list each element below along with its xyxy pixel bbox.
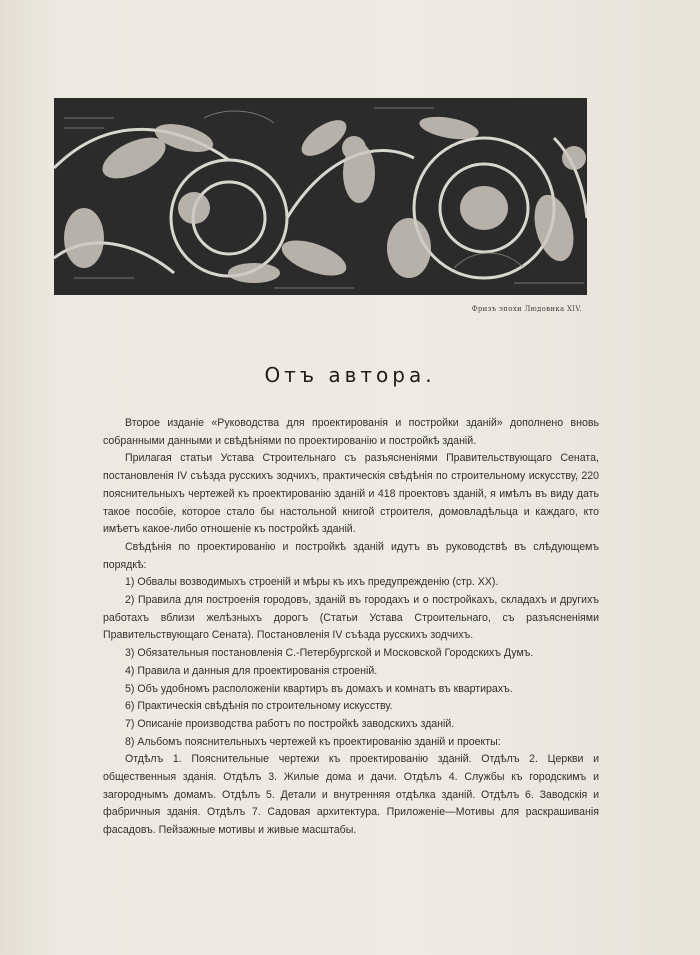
paragraph-order: Свѣдѣнія по проектированію и постройкѣ зданій идутъ въ руководствѣ въ слѣдующемъ порядкѣ:	[103, 540, 599, 571]
list-item: 6) Практическія свѣдѣнія по строительному искусству.	[125, 700, 393, 713]
list-item: 2) Правила для построенія городовъ, зданій въ городахъ и о постройкахъ, складахъ и другихъ работахъ вблизи желѣзныхъ дорогъ (Статьи Устава Строительнаго, съ разъясненіями Правительствующаго Сената). Постановленія IV съѣзда русскихъ зодчихъ.	[103, 594, 599, 642]
frieze-caption: Фризъ эпохи Людовика XIV.	[471, 305, 582, 313]
preface-text	[103, 415, 599, 840]
list-item: 7) Описаніе производства работъ по постройкѣ заводскихъ зданій.	[125, 717, 455, 730]
list-item: 8) Альбомъ пояснительныхъ чертежей къ проектированію зданій и проекты:	[125, 735, 501, 748]
list-item: 4) Правила и данныя для проектированія строеній.	[125, 664, 378, 677]
list-item: 5) Объ удобномъ расположеніи квартиръ въ домахъ и комнатъ въ квартирахъ.	[125, 682, 513, 695]
paragraph-intro: Второе изданіе «Руководства для проектированія и постройки зданій» дополнено вновь собранными данными и свѣдѣніями по проектированію и постройкѣ зданій.	[103, 417, 599, 447]
ornamental-frieze-image	[54, 98, 587, 295]
page-title: Отъ автора.	[264, 363, 436, 388]
frieze-illustration	[54, 98, 587, 295]
paragraph-purpose: Прилагая статьи Устава Строительнаго съ разъясненіями Правительствующаго Сената, постановленія IV съѣзда русскихъ зодчихъ, практическія свѣдѣнія по строительному искусству, 220 пояснительныхъ чертежей къ проектированію зданій и 418 проектовъ зданій, я имѣлъ въ виду дать такое пособіе, которое стало бы настольной книгой строителя, домовладѣльца и каждаго, кто имѣетъ какое-либо отношеніе къ постройкѣ зданій.	[103, 452, 599, 536]
paragraph-sections: Отдѣлъ 1. Пояснительные чертежи къ проектированію зданій. Отдѣлъ 2. Церкви и общественныя зданія. Отдѣлъ 3. Жилые дома и дачи. Отдѣлъ 4. Службы къ городскимъ и загороднымъ домамъ. Отдѣлъ 5. Детали и внутренняя отдѣлка зданій. Отдѣлъ 6. Заводскія и фабричныя зданія. Отдѣлъ 7. Садовая архитектура. Приложеніе—Мотивы для раскрашиванія фасадовъ. Пейзажные мотивы и живые масштабы.	[103, 753, 599, 837]
list-item: 1) Обвалы возводимыхъ строеній и мѣры къ ихъ предупрежденію (стр. XX).	[125, 576, 499, 589]
list-item: 3) Обязательныя постановленія С.-Петербургской и Московской Городскихъ Думъ.	[125, 647, 534, 660]
